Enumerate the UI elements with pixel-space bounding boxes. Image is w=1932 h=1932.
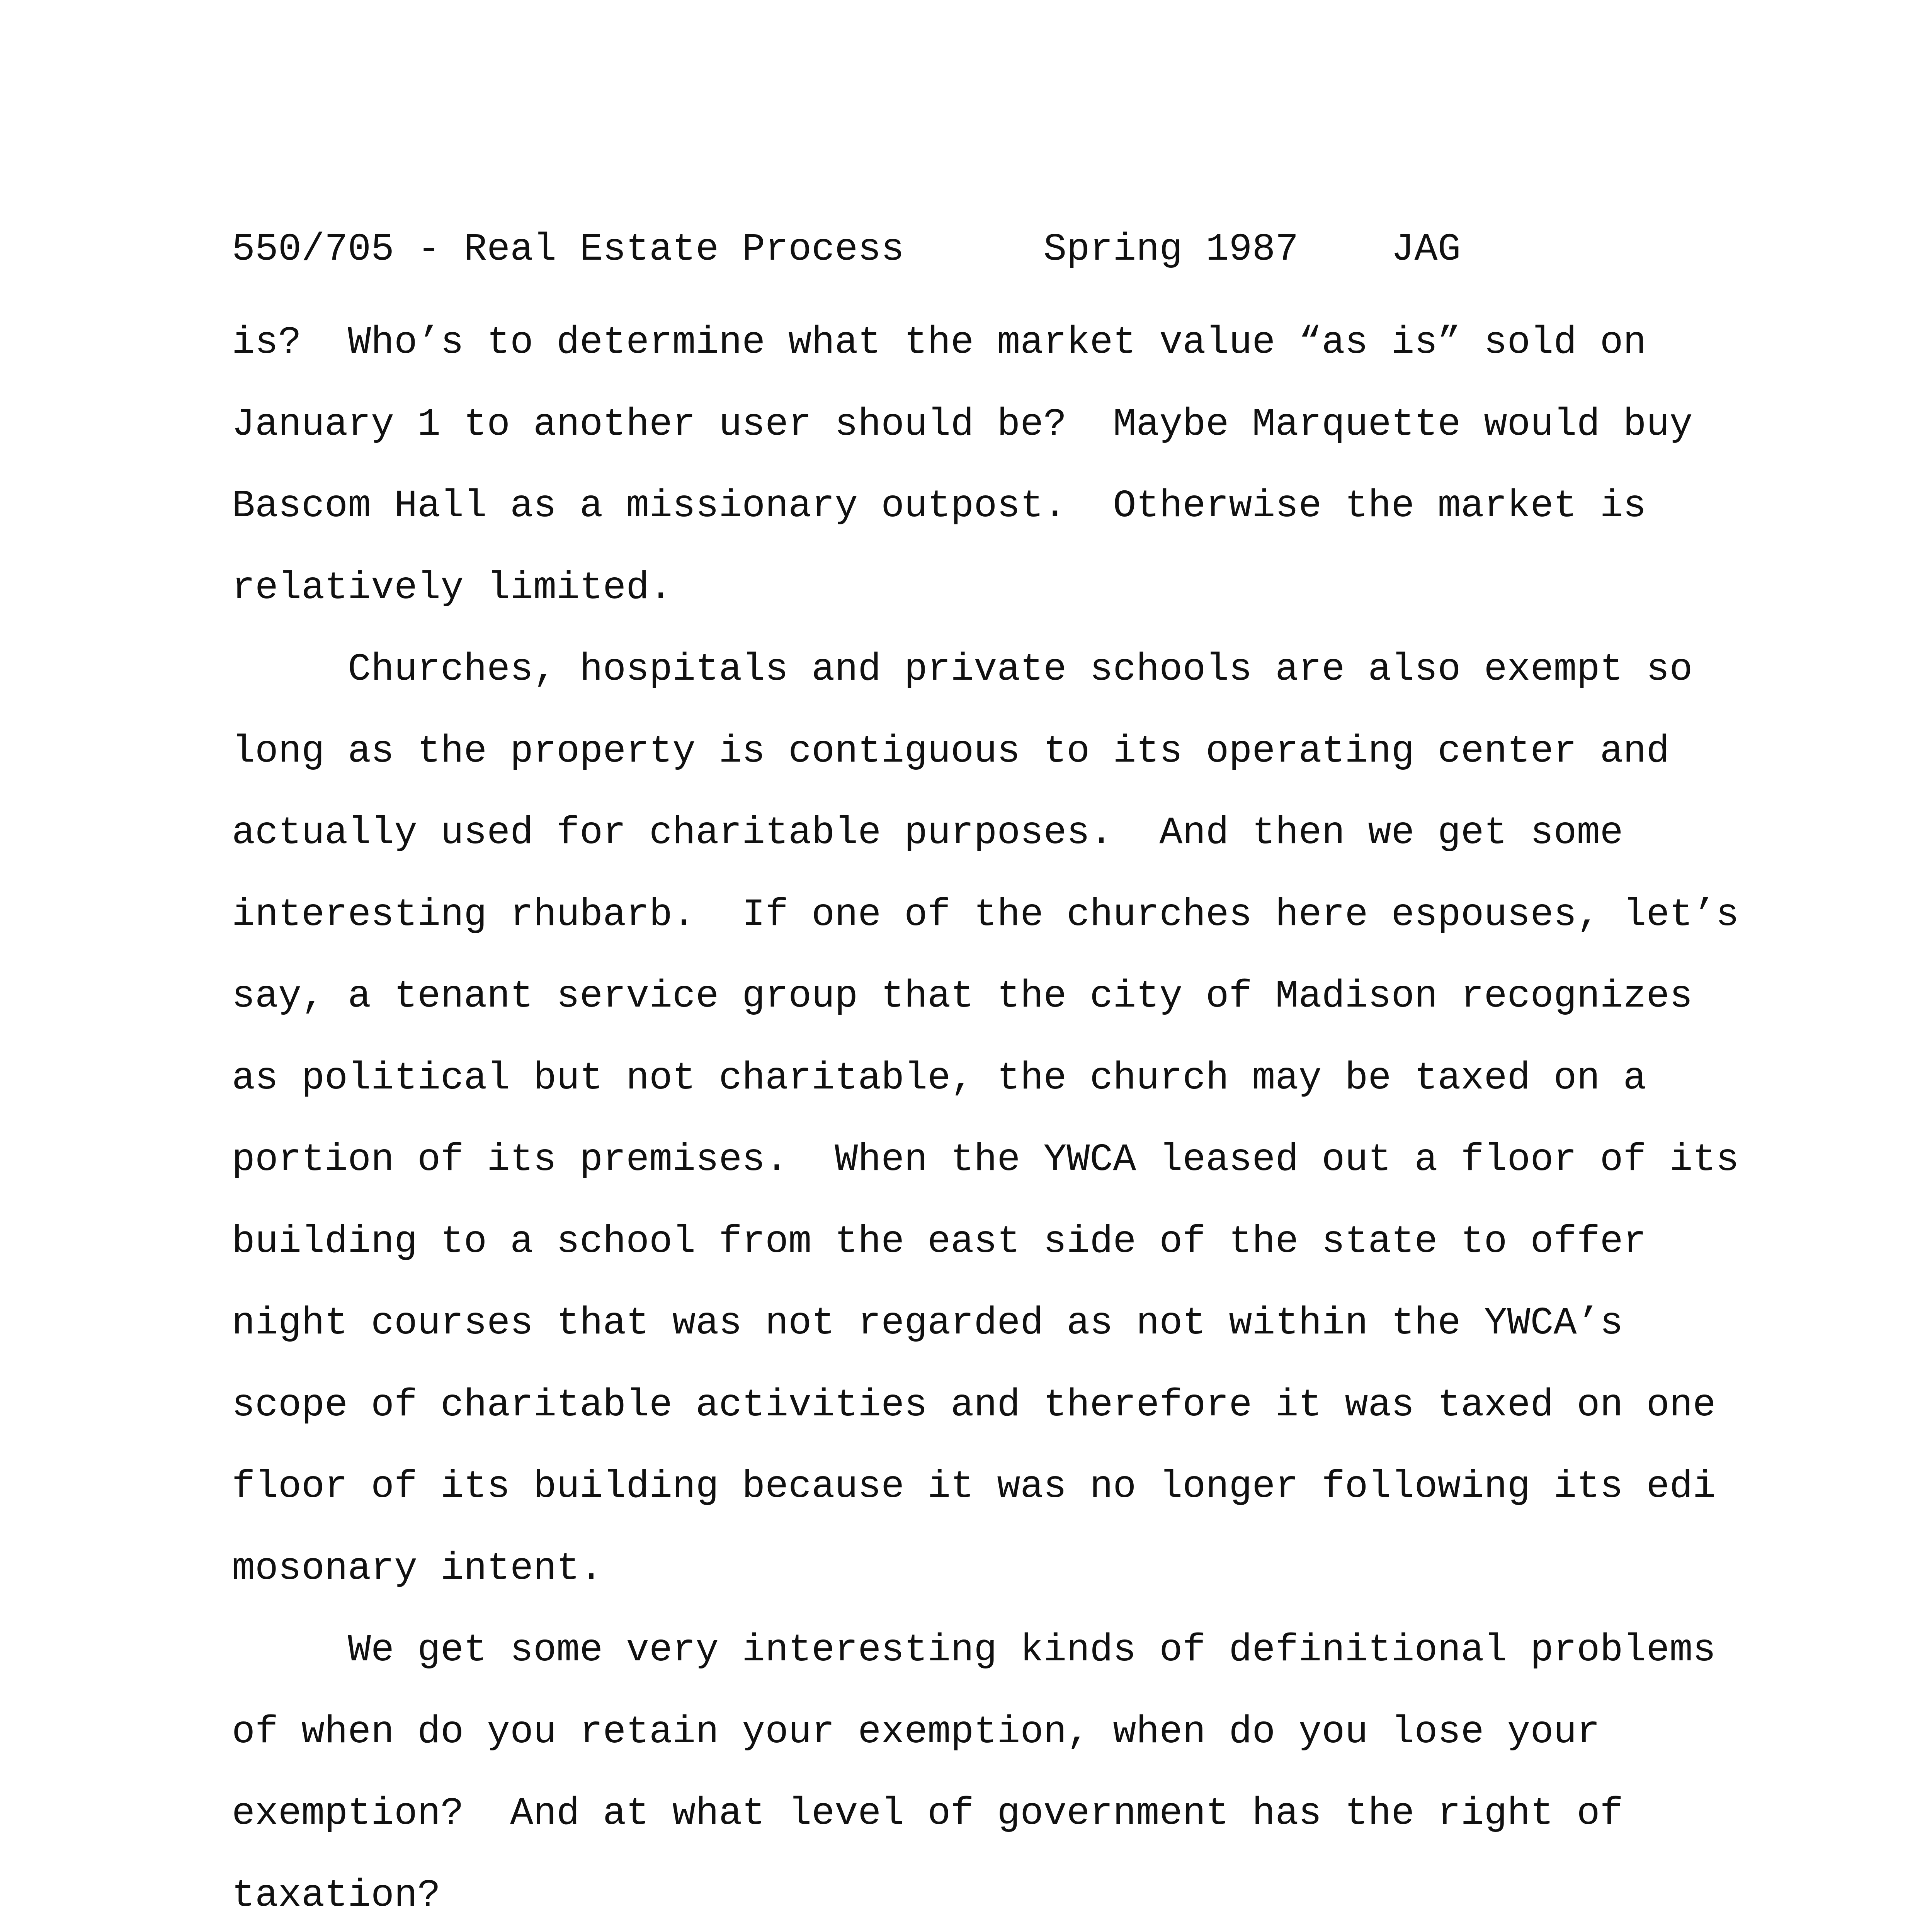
text-line: is? Who’s to determine what the market value “as is” sold on bbox=[232, 321, 1646, 365]
course-title: 550/705 - Real Estate Process bbox=[232, 228, 905, 272]
text-line: of when do you retain your exemption, when do you lose your bbox=[232, 1710, 1600, 1754]
running-header bbox=[232, 221, 1461, 279]
body-text bbox=[232, 302, 1777, 1932]
paragraph-first-line: Churches, hospitals and private schools are also exempt so bbox=[348, 648, 1693, 692]
text-line: say, a tenant service group that the city of Madison recognizes bbox=[232, 975, 1693, 1019]
text-line: taxation? bbox=[232, 1874, 441, 1918]
header-gap-1 bbox=[904, 228, 1043, 272]
header-gap-2 bbox=[1298, 228, 1391, 272]
text-line: January 1 to another user should be? Maybe Marquette would buy bbox=[232, 403, 1693, 447]
text-line: Bascom Hall as a missionary outpost. Otherwise the market is bbox=[232, 485, 1646, 528]
text-line: long as the property is contiguous to its operating center and bbox=[232, 730, 1670, 774]
term: Spring 1987 bbox=[1043, 228, 1299, 272]
text-line: relatively limited. bbox=[232, 566, 673, 610]
author-initials: JAG bbox=[1391, 228, 1461, 272]
paragraph-first-line: We get some very interesting kinds of definitional problems bbox=[348, 1629, 1716, 1672]
text-line: night courses that was not regarded as not within the YWCA’s bbox=[232, 1302, 1623, 1345]
text-line: mosonary intent. bbox=[232, 1547, 603, 1591]
text-line: exemption? And at what level of government has the right of bbox=[232, 1792, 1623, 1836]
text-line: floor of its building because it was no longer following its edi bbox=[232, 1465, 1716, 1509]
text-line: actually used for charitable purposes. And then we get some bbox=[232, 811, 1623, 855]
text-line: scope of charitable activities and therefore it was taxed on one bbox=[232, 1383, 1716, 1427]
text-line: interesting rhubarb. If one of the churches here espouses, let’s bbox=[232, 893, 1739, 937]
text-line: portion of its premises. When the YWCA leased out a floor of its bbox=[232, 1138, 1739, 1182]
text-line: building to a school from the east side of the state to offer bbox=[232, 1220, 1646, 1264]
text-line: as political but not charitable, the church may be taxed on a bbox=[232, 1056, 1646, 1100]
